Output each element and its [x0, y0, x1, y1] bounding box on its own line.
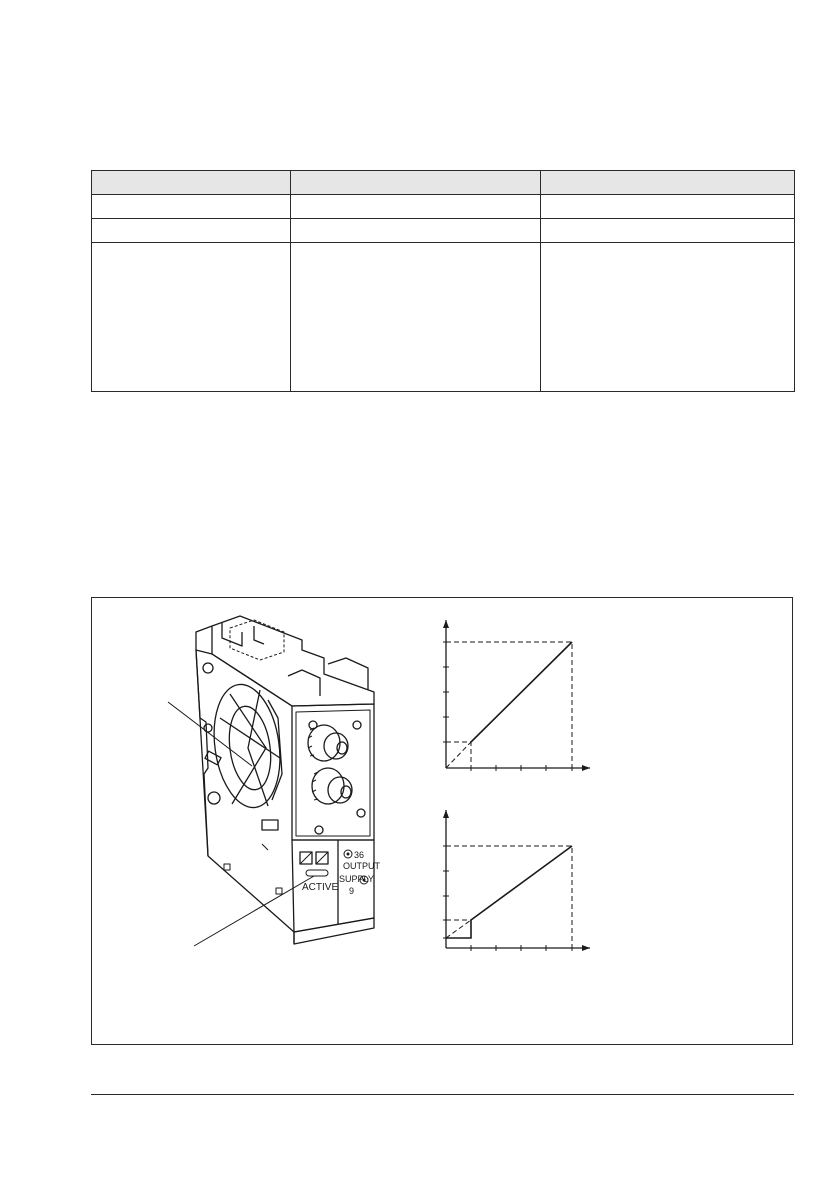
footer-rule [91, 1094, 794, 1095]
guide-line [446, 846, 572, 948]
active-label: ACTIVE [302, 882, 339, 893]
table-cell [541, 195, 795, 219]
series-line [471, 642, 572, 742]
output-terminal-number: 36 [354, 850, 365, 860]
device-illustration [196, 616, 374, 944]
table-cell [291, 243, 541, 392]
table-row [92, 195, 795, 219]
table-header-cell [291, 171, 541, 195]
chart-upper [443, 620, 590, 771]
leader-line-lower [194, 876, 314, 946]
table-row [92, 243, 795, 392]
table-header-row [92, 171, 795, 195]
table-cell [291, 219, 541, 243]
y-axis-arrow [443, 810, 449, 818]
table-cell [541, 243, 795, 392]
series-line [446, 846, 572, 938]
output-label: OUTPUT [343, 861, 380, 871]
table-cell [541, 219, 795, 243]
x-axis-arrow [582, 945, 590, 951]
figure-frame [91, 597, 793, 1045]
supply-label: SUPPLY [339, 874, 374, 884]
table-header-cell [92, 171, 291, 195]
spec-table [91, 170, 795, 392]
chart-lower [443, 810, 590, 951]
figure-canvas [92, 598, 794, 1046]
leader-line-upper [168, 702, 252, 766]
table-header-cell [541, 171, 795, 195]
table-cell [92, 195, 291, 219]
table-cell [92, 243, 291, 392]
y-axis-arrow [443, 620, 449, 628]
supply-terminal-number: 9 [349, 886, 355, 896]
x-axis-arrow [582, 765, 590, 771]
guide-line [446, 742, 471, 768]
guide-line [446, 920, 471, 938]
table-row [92, 219, 795, 243]
table-cell [291, 195, 541, 219]
table-cell [92, 219, 291, 243]
